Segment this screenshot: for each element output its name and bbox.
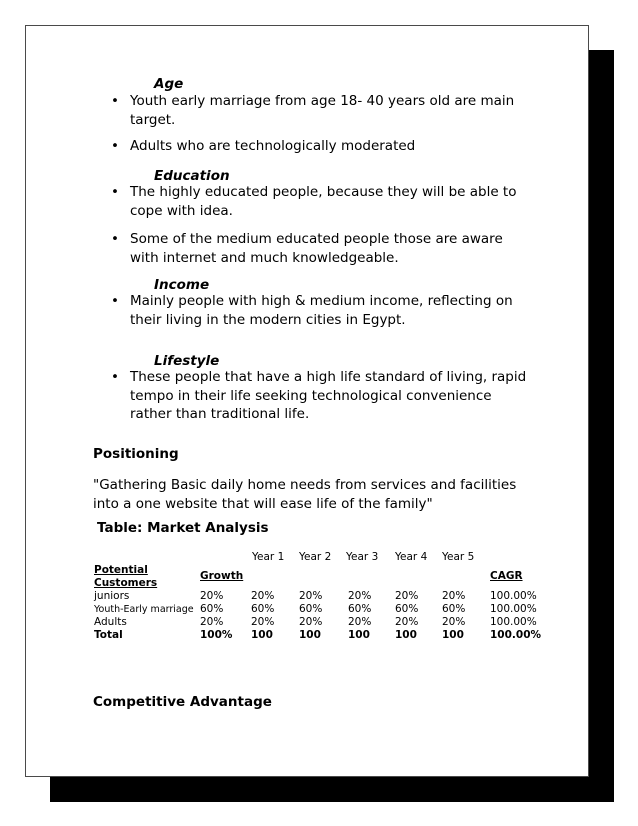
bullet-icon: • bbox=[111, 138, 119, 154]
row-total-cagr: 100.00% bbox=[490, 629, 542, 641]
positioning-title: Positioning bbox=[93, 446, 179, 462]
page-shadow-right bbox=[588, 50, 614, 802]
row-adults-y1: 20% bbox=[251, 616, 275, 628]
lifestyle-heading: Lifestyle bbox=[154, 353, 220, 369]
potential-customers-header: Potential Customers bbox=[94, 564, 158, 589]
row-youth-name bbox=[94, 603, 194, 617]
education-bullet-1-text: The highly educated people, because they will be able to cope with idea. bbox=[130, 184, 517, 219]
year-5-header: Year 5 bbox=[442, 551, 475, 563]
row-adults-growth: 20% bbox=[200, 616, 224, 628]
age-heading: Age bbox=[154, 76, 184, 92]
row-youth-y3: 60% bbox=[348, 603, 372, 615]
row-youth-y2: 60% bbox=[299, 603, 323, 615]
row-adults-y5: 20% bbox=[442, 616, 466, 628]
row-youth-y4: 60% bbox=[395, 603, 419, 615]
row-total-y4: 100 bbox=[395, 629, 417, 641]
row-total-name: Total bbox=[94, 629, 123, 641]
year-3-header: Year 3 bbox=[346, 551, 379, 563]
row-adults-cagr: 100.00% bbox=[490, 616, 537, 628]
bullet-icon: • bbox=[111, 184, 119, 200]
row-adults-y4: 20% bbox=[395, 616, 419, 628]
education-heading: Education bbox=[154, 168, 230, 184]
education-bullet-2-text: Some of the medium educated people those are aware with internet and much knowledgeable. bbox=[130, 231, 503, 266]
row-juniors-growth: 20% bbox=[200, 590, 224, 602]
row-youth-y1: 60% bbox=[251, 603, 275, 615]
row-total-y2: 100 bbox=[299, 629, 321, 641]
row-juniors-y5: 20% bbox=[442, 590, 466, 602]
row-adults-y3: 20% bbox=[348, 616, 372, 628]
cagr-header: CAGR bbox=[490, 570, 523, 582]
row-juniors-y1: 20% bbox=[251, 590, 275, 602]
table-title: Table: Market Analysis bbox=[97, 520, 269, 536]
row-youth-name-text: Youth-Early marriage bbox=[94, 604, 194, 615]
growth-header: Growth bbox=[200, 570, 244, 582]
row-juniors-y3: 20% bbox=[348, 590, 372, 602]
row-total-y3: 100 bbox=[348, 629, 370, 641]
page-shadow-bottom bbox=[50, 776, 614, 802]
income-bullet-1-text: Mainly people with high & medium income, reflecting on their living in the modern cities in Egypt. bbox=[130, 293, 513, 328]
row-total-y5: 100 bbox=[442, 629, 464, 641]
row-adults-name: Adults bbox=[94, 616, 127, 628]
competitive-advantage-title: Competitive Advantage bbox=[93, 694, 272, 710]
row-total-y1: 100 bbox=[251, 629, 273, 641]
age-bullet-1-text: Youth early marriage from age 18- 40 years old are main target. bbox=[130, 93, 515, 128]
bullet-icon: • bbox=[111, 369, 119, 385]
year-4-header: Year 4 bbox=[395, 551, 428, 563]
row-youth-growth: 60% bbox=[200, 603, 224, 615]
bullet-icon: • bbox=[111, 231, 119, 247]
income-heading: Income bbox=[154, 277, 210, 293]
positioning-statement: "Gathering Basic daily home needs from services and facilities into a one website that will ease life of the family" bbox=[93, 477, 517, 512]
row-youth-y5: 60% bbox=[442, 603, 466, 615]
row-adults-y2: 20% bbox=[299, 616, 323, 628]
row-juniors-y2: 20% bbox=[299, 590, 323, 602]
age-bullet-2-text: Adults who are technologically moderated bbox=[130, 138, 416, 154]
bullet-icon: • bbox=[111, 93, 119, 109]
row-juniors-y4: 20% bbox=[395, 590, 419, 602]
year-1-header: Year 1 bbox=[252, 551, 285, 563]
bullet-icon: • bbox=[111, 293, 119, 309]
row-youth-cagr: 100.00% bbox=[490, 603, 537, 615]
lifestyle-bullet-1-text: These people that have a high life standard of living, rapid tempo in their life seeking technological convenience rather than traditional life. bbox=[130, 369, 527, 422]
row-total-growth: 100% bbox=[200, 629, 233, 641]
year-2-header: Year 2 bbox=[299, 551, 332, 563]
row-juniors-name: juniors bbox=[94, 590, 130, 602]
row-juniors-cagr: 100.00% bbox=[490, 590, 537, 602]
